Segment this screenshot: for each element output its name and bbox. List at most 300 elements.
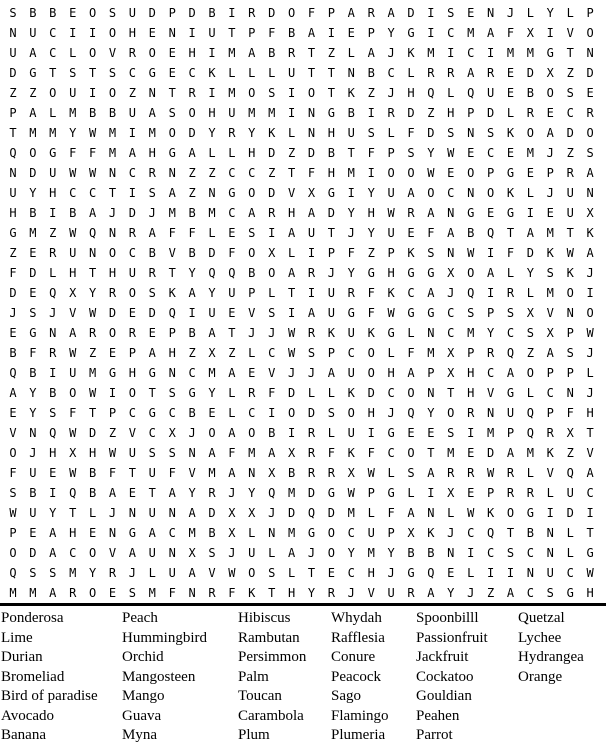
grid-cell[interactable]: G (387, 426, 395, 440)
grid-cell[interactable]: U (228, 106, 236, 120)
grid-cell[interactable]: E (29, 286, 37, 300)
grid-cell[interactable]: O (108, 326, 117, 340)
grid-cell[interactable]: T (287, 166, 296, 180)
grid-cell[interactable]: V (248, 306, 256, 320)
grid-cell[interactable]: R (467, 466, 475, 480)
grid-cell[interactable]: N (88, 246, 97, 260)
grid-cell[interactable]: I (367, 426, 375, 440)
grid-cell[interactable]: L (526, 466, 534, 480)
grid-cell[interactable]: T (148, 486, 156, 500)
grid-cell[interactable]: M (29, 586, 37, 600)
grid-cell[interactable]: E (467, 486, 475, 500)
grid-cell[interactable]: M (208, 206, 216, 220)
grid-cell[interactable]: A (506, 366, 515, 380)
grid-cell[interactable]: R (486, 346, 495, 360)
grid-cell[interactable]: M (467, 26, 475, 40)
grid-cell[interactable]: A (188, 286, 196, 300)
grid-cell[interactable]: W (69, 466, 77, 480)
grid-cell[interactable]: T (586, 426, 594, 440)
grid-cell[interactable]: D (29, 166, 37, 180)
grid-cell[interactable]: M (228, 86, 236, 100)
grid-cell[interactable]: A (307, 306, 316, 320)
grid-cell[interactable]: Y (88, 286, 97, 300)
grid-cell[interactable]: C (49, 26, 57, 40)
grid-cell[interactable]: U (69, 366, 77, 380)
grid-cell[interactable]: S (108, 6, 117, 20)
grid-cell[interactable]: A (108, 486, 117, 500)
grid-cell[interactable]: C (546, 386, 554, 400)
grid-cell[interactable]: B (407, 546, 415, 560)
grid-cell[interactable]: Z (228, 346, 236, 360)
grid-cell[interactable]: B (347, 106, 355, 120)
grid-cell[interactable]: K (347, 446, 355, 460)
grid-cell[interactable]: F (367, 286, 375, 300)
grid-cell[interactable]: X (228, 526, 236, 540)
grid-cell[interactable]: H (367, 406, 375, 420)
grid-cell[interactable]: A (168, 486, 176, 500)
grid-cell[interactable]: M (347, 166, 355, 180)
grid-cell[interactable]: X (168, 426, 176, 440)
grid-cell[interactable]: D (287, 506, 296, 520)
grid-cell[interactable]: B (69, 206, 77, 220)
grid-cell[interactable]: U (228, 286, 236, 300)
grid-cell[interactable]: U (148, 506, 156, 520)
grid-cell[interactable]: H (287, 206, 296, 220)
grid-cell[interactable]: M (168, 206, 176, 220)
grid-cell[interactable]: C (347, 526, 355, 540)
grid-cell[interactable]: M (367, 546, 375, 560)
grid-cell[interactable]: R (248, 6, 256, 20)
grid-cell[interactable]: M (69, 566, 77, 580)
grid-cell[interactable]: O (546, 86, 554, 100)
grid-cell[interactable]: P (248, 286, 256, 300)
grid-cell[interactable]: M (427, 346, 435, 360)
grid-cell[interactable]: X (69, 446, 77, 460)
grid-cell[interactable]: U (148, 546, 156, 560)
grid-cell[interactable]: M (546, 286, 554, 300)
grid-cell[interactable]: W (69, 166, 77, 180)
grid-cell[interactable]: R (506, 286, 515, 300)
grid-cell[interactable]: S (447, 426, 455, 440)
grid-cell[interactable]: N (347, 66, 355, 80)
grid-cell[interactable]: P (327, 346, 335, 360)
grid-cell[interactable]: A (148, 106, 156, 120)
grid-cell[interactable]: R (467, 406, 475, 420)
grid-cell[interactable]: A (248, 206, 256, 220)
grid-cell[interactable]: G (546, 46, 554, 60)
grid-cell[interactable]: R (486, 66, 495, 80)
grid-cell[interactable]: Q (268, 486, 276, 500)
grid-cell[interactable]: U (69, 86, 77, 100)
grid-cell[interactable]: T (427, 446, 435, 460)
grid-cell[interactable]: E (506, 66, 515, 80)
grid-cell[interactable]: C (168, 406, 176, 420)
grid-cell[interactable]: U (69, 246, 77, 260)
grid-cell[interactable]: C (447, 186, 455, 200)
grid-cell[interactable]: N (168, 26, 176, 40)
grid-cell[interactable]: K (546, 246, 554, 260)
grid-cell[interactable]: M (347, 506, 355, 520)
grid-cell[interactable]: C (128, 166, 136, 180)
grid-cell[interactable]: O (148, 46, 156, 60)
grid-cell[interactable]: R (108, 286, 117, 300)
grid-cell[interactable]: B (88, 486, 97, 500)
grid-cell[interactable]: H (586, 406, 594, 420)
grid-cell[interactable]: N (586, 46, 594, 60)
grid-cell[interactable]: D (9, 66, 17, 80)
grid-cell[interactable]: Y (188, 266, 196, 280)
grid-cell[interactable]: R (268, 206, 276, 220)
grid-cell[interactable]: H (467, 366, 475, 380)
grid-cell[interactable]: Z (566, 66, 574, 80)
grid-cell[interactable]: C (128, 406, 136, 420)
grid-cell[interactable]: X (347, 466, 355, 480)
grid-cell[interactable]: M (208, 366, 216, 380)
grid-cell[interactable]: J (128, 566, 136, 580)
grid-cell[interactable]: O (88, 546, 97, 560)
grid-cell[interactable]: I (506, 566, 515, 580)
grid-cell[interactable]: D (188, 126, 196, 140)
grid-cell[interactable]: A (208, 326, 216, 340)
grid-cell[interactable]: N (546, 546, 554, 560)
grid-cell[interactable]: U (208, 26, 216, 40)
grid-cell[interactable]: T (148, 386, 156, 400)
grid-cell[interactable]: A (228, 466, 236, 480)
grid-cell[interactable]: A (148, 526, 156, 540)
grid-cell[interactable]: I (69, 26, 77, 40)
grid-cell[interactable]: H (287, 586, 296, 600)
grid-cell[interactable]: T (287, 286, 296, 300)
grid-cell[interactable]: K (367, 326, 375, 340)
grid-cell[interactable]: N (566, 386, 574, 400)
grid-cell[interactable]: E (88, 526, 97, 540)
grid-cell[interactable]: N (29, 426, 37, 440)
grid-cell[interactable]: L (228, 146, 236, 160)
grid-cell[interactable]: V (69, 306, 77, 320)
grid-cell[interactable]: A (327, 366, 335, 380)
grid-cell[interactable]: H (367, 206, 375, 220)
grid-cell[interactable]: N (427, 326, 435, 340)
grid-cell[interactable]: O (287, 406, 296, 420)
grid-cell[interactable]: R (287, 46, 296, 60)
grid-cell[interactable]: W (387, 306, 395, 320)
grid-cell[interactable]: I (467, 546, 475, 560)
grid-cell[interactable]: U (287, 66, 296, 80)
grid-cell[interactable]: S (586, 146, 594, 160)
grid-cell[interactable]: L (327, 386, 335, 400)
grid-cell[interactable]: C (447, 326, 455, 340)
grid-cell[interactable]: U (327, 286, 335, 300)
grid-cell[interactable]: L (268, 66, 276, 80)
grid-cell[interactable]: E (208, 406, 216, 420)
grid-cell[interactable]: L (287, 126, 296, 140)
grid-cell[interactable]: G (566, 586, 574, 600)
grid-cell[interactable]: C (69, 186, 77, 200)
grid-cell[interactable]: L (506, 106, 515, 120)
grid-cell[interactable]: P (327, 6, 335, 20)
grid-cell[interactable]: A (546, 346, 554, 360)
grid-cell[interactable]: D (208, 506, 216, 520)
grid-cell[interactable]: T (327, 86, 335, 100)
grid-cell[interactable]: L (228, 406, 236, 420)
grid-cell[interactable]: F (327, 446, 335, 460)
grid-cell[interactable]: C (128, 246, 136, 260)
grid-cell[interactable]: Y (347, 546, 355, 560)
grid-cell[interactable]: Q (407, 406, 415, 420)
grid-cell[interactable]: M (29, 126, 37, 140)
grid-cell[interactable]: I (128, 126, 136, 140)
grid-cell[interactable]: Z (367, 246, 375, 260)
grid-cell[interactable]: O (307, 86, 316, 100)
grid-cell[interactable]: T (228, 26, 236, 40)
grid-cell[interactable]: F (407, 346, 415, 360)
grid-cell[interactable]: Y (208, 126, 216, 140)
grid-cell[interactable]: N (168, 166, 176, 180)
grid-cell[interactable]: O (88, 6, 97, 20)
grid-cell[interactable]: T (506, 526, 515, 540)
grid-cell[interactable]: W (347, 486, 355, 500)
grid-cell[interactable]: C (566, 566, 574, 580)
grid-cell[interactable]: O (467, 266, 475, 280)
grid-cell[interactable]: C (486, 366, 495, 380)
grid-cell[interactable]: H (69, 526, 77, 540)
grid-cell[interactable]: B (29, 366, 37, 380)
grid-cell[interactable]: J (387, 86, 395, 100)
grid-cell[interactable]: D (486, 446, 495, 460)
grid-cell[interactable]: V (168, 246, 176, 260)
grid-cell[interactable]: U (327, 306, 335, 320)
grid-cell[interactable]: I (88, 86, 97, 100)
grid-cell[interactable]: T (168, 86, 176, 100)
grid-cell[interactable]: S (168, 386, 176, 400)
grid-cell[interactable]: J (387, 566, 395, 580)
grid-cell[interactable]: E (467, 6, 475, 20)
grid-cell[interactable]: Y (69, 126, 77, 140)
grid-cell[interactable]: C (347, 346, 355, 360)
grid-cell[interactable]: E (327, 566, 335, 580)
grid-cell[interactable]: N (188, 586, 196, 600)
grid-cell[interactable]: M (108, 146, 117, 160)
grid-cell[interactable]: H (148, 146, 156, 160)
grid-cell[interactable]: Y (486, 326, 495, 340)
grid-cell[interactable]: X (447, 266, 455, 280)
grid-cell[interactable]: H (49, 446, 57, 460)
grid-cell[interactable]: A (69, 326, 77, 340)
grid-cell[interactable]: P (168, 326, 176, 340)
grid-cell[interactable]: L (367, 506, 375, 520)
grid-cell[interactable]: O (248, 426, 256, 440)
grid-cell[interactable]: A (188, 146, 196, 160)
grid-cell[interactable]: I (486, 46, 495, 60)
grid-cell[interactable]: C (586, 486, 594, 500)
grid-cell[interactable]: I (208, 46, 216, 60)
grid-cell[interactable]: C (526, 546, 534, 560)
grid-cell[interactable]: W (88, 166, 97, 180)
grid-cell[interactable]: X (268, 466, 276, 480)
grid-cell[interactable]: A (188, 506, 196, 520)
grid-cell[interactable]: D (526, 246, 534, 260)
grid-cell[interactable]: B (148, 246, 156, 260)
grid-cell[interactable]: N (49, 326, 57, 340)
grid-cell[interactable]: T (9, 126, 17, 140)
grid-cell[interactable]: V (586, 446, 594, 460)
grid-cell[interactable]: N (108, 526, 117, 540)
grid-cell[interactable]: O (49, 86, 57, 100)
grid-cell[interactable]: O (407, 446, 415, 460)
grid-cell[interactable]: P (566, 366, 574, 380)
grid-cell[interactable]: M (248, 446, 256, 460)
grid-cell[interactable]: T (327, 66, 335, 80)
grid-cell[interactable]: R (307, 326, 316, 340)
grid-cell[interactable]: E (447, 566, 455, 580)
grid-cell[interactable]: H (69, 266, 77, 280)
grid-cell[interactable]: M (69, 106, 77, 120)
grid-cell[interactable]: O (367, 366, 375, 380)
grid-cell[interactable]: C (188, 366, 196, 380)
grid-cell[interactable]: H (128, 366, 136, 380)
grid-cell[interactable]: K (586, 226, 594, 240)
grid-cell[interactable]: L (526, 386, 534, 400)
grid-cell[interactable]: O (108, 26, 117, 40)
grid-cell[interactable]: S (268, 566, 276, 580)
grid-cell[interactable]: J (228, 486, 236, 500)
grid-cell[interactable]: N (447, 246, 455, 260)
grid-cell[interactable]: F (268, 386, 276, 400)
grid-cell[interactable]: D (29, 546, 37, 560)
grid-cell[interactable]: U (128, 106, 136, 120)
grid-cell[interactable]: Y (29, 386, 37, 400)
grid-cell[interactable]: D (208, 246, 216, 260)
grid-cell[interactable]: Y (29, 406, 37, 420)
grid-cell[interactable]: X (268, 246, 276, 260)
grid-cell[interactable]: J (387, 406, 395, 420)
grid-cell[interactable]: G (128, 526, 136, 540)
grid-cell[interactable]: C (69, 546, 77, 560)
grid-cell[interactable]: Y (208, 386, 216, 400)
grid-cell[interactable]: L (208, 146, 216, 160)
grid-cell[interactable]: J (287, 366, 296, 380)
grid-cell[interactable]: G (29, 326, 37, 340)
grid-cell[interactable]: H (49, 186, 57, 200)
grid-cell[interactable]: S (467, 306, 475, 320)
grid-cell[interactable]: J (467, 586, 475, 600)
grid-cell[interactable]: F (108, 466, 117, 480)
grid-cell[interactable]: P (9, 526, 17, 540)
grid-cell[interactable]: G (367, 266, 375, 280)
grid-cell[interactable]: U (29, 26, 37, 40)
grid-cell[interactable]: N (168, 546, 176, 560)
grid-cell[interactable]: Y (248, 486, 256, 500)
grid-cell[interactable]: E (29, 246, 37, 260)
grid-cell[interactable]: L (447, 506, 455, 520)
grid-cell[interactable]: K (347, 86, 355, 100)
grid-cell[interactable]: M (506, 46, 515, 60)
grid-cell[interactable]: P (427, 366, 435, 380)
grid-cell[interactable]: P (9, 106, 17, 120)
grid-cell[interactable]: I (268, 406, 276, 420)
grid-cell[interactable]: L (287, 246, 296, 260)
grid-cell[interactable]: F (506, 246, 515, 260)
grid-cell[interactable]: S (49, 566, 57, 580)
grid-cell[interactable]: R (447, 66, 455, 80)
grid-cell[interactable]: C (49, 46, 57, 60)
grid-cell[interactable]: H (9, 206, 17, 220)
grid-cell[interactable]: K (407, 246, 415, 260)
grid-cell[interactable]: B (248, 266, 256, 280)
grid-cell[interactable]: O (128, 386, 136, 400)
grid-cell[interactable]: D (486, 106, 495, 120)
grid-cell[interactable]: I (49, 206, 57, 220)
grid-cell[interactable]: E (128, 486, 136, 500)
grid-cell[interactable]: G (347, 306, 355, 320)
grid-cell[interactable]: F (228, 446, 236, 460)
grid-cell[interactable]: R (49, 246, 57, 260)
grid-cell[interactable]: S (9, 6, 17, 20)
grid-cell[interactable]: Y (447, 586, 455, 600)
grid-cell[interactable]: L (586, 366, 594, 380)
grid-cell[interactable]: R (188, 86, 196, 100)
grid-cell[interactable]: D (367, 386, 375, 400)
grid-cell[interactable]: N (148, 86, 156, 100)
grid-cell[interactable]: O (447, 406, 455, 420)
grid-cell[interactable]: Y (188, 486, 196, 500)
grid-cell[interactable]: X (447, 346, 455, 360)
grid-cell[interactable]: M (526, 146, 534, 160)
grid-cell[interactable]: Y (526, 266, 534, 280)
grid-cell[interactable]: U (387, 586, 395, 600)
grid-cell[interactable]: A (49, 586, 57, 600)
grid-cell[interactable]: O (208, 426, 216, 440)
grid-cell[interactable]: Z (566, 146, 574, 160)
grid-cell[interactable]: L (387, 126, 395, 140)
grid-cell[interactable]: Q (526, 406, 534, 420)
grid-cell[interactable]: W (367, 466, 375, 480)
grid-cell[interactable]: D (327, 206, 335, 220)
grid-cell[interactable]: M (208, 466, 216, 480)
grid-cell[interactable]: G (9, 226, 17, 240)
grid-cell[interactable]: S (566, 346, 574, 360)
grid-cell[interactable]: U (367, 526, 375, 540)
grid-cell[interactable]: W (586, 566, 594, 580)
grid-cell[interactable]: L (347, 46, 355, 60)
grid-cell[interactable]: C (387, 446, 395, 460)
grid-cell[interactable]: L (268, 286, 276, 300)
grid-cell[interactable]: O (248, 246, 256, 260)
grid-cell[interactable]: L (526, 6, 534, 20)
grid-cell[interactable]: I (467, 426, 475, 440)
grid-cell[interactable]: I (49, 486, 57, 500)
grid-cell[interactable]: I (108, 386, 117, 400)
grid-cell[interactable]: Q (69, 486, 77, 500)
grid-cell[interactable]: S (208, 546, 216, 560)
grid-cell[interactable]: O (168, 126, 176, 140)
grid-cell[interactable]: F (407, 126, 415, 140)
grid-cell[interactable]: G (29, 66, 37, 80)
grid-cell[interactable]: A (29, 46, 37, 60)
grid-cell[interactable]: I (526, 206, 534, 220)
grid-cell[interactable]: I (307, 286, 316, 300)
grid-cell[interactable]: W (9, 506, 17, 520)
grid-cell[interactable]: S (506, 306, 515, 320)
grid-cell[interactable]: O (248, 186, 256, 200)
grid-cell[interactable]: T (69, 506, 77, 520)
grid-cell[interactable]: T (566, 46, 574, 60)
grid-cell[interactable]: K (168, 286, 176, 300)
grid-cell[interactable]: Z (427, 106, 435, 120)
grid-cell[interactable]: B (208, 526, 216, 540)
grid-cell[interactable]: J (108, 206, 117, 220)
grid-cell[interactable]: K (486, 506, 495, 520)
